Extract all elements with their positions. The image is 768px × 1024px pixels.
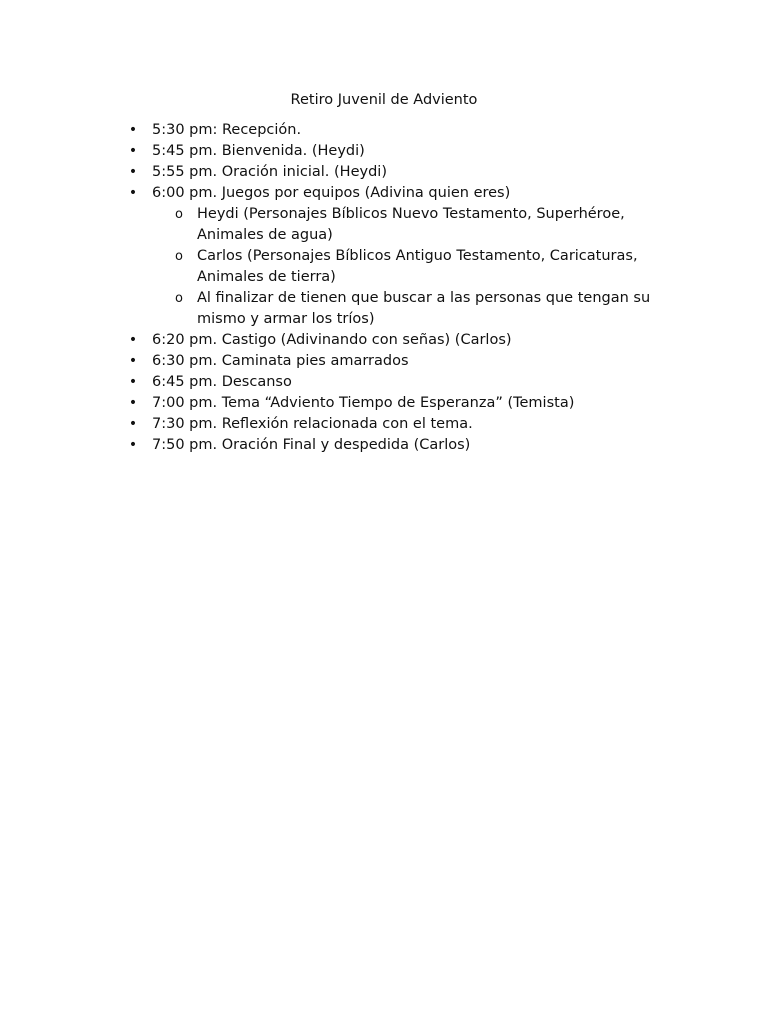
list-item-text: 7:30 pm. Reflexión relacionada con el tema. [152, 416, 473, 432]
document-title: Retiro Juvenil de Adviento [290, 92, 478, 108]
agenda-list [0, 120, 768, 456]
list-item-text: 6:45 pm. Descanso [152, 374, 292, 390]
list-item-text: 6:00 pm. Juegos por equipos (Adivina quien eres) [152, 185, 511, 201]
list-item-text: 5:55 pm. Oración inicial. (Heydi) [152, 164, 387, 180]
sub-list [152, 204, 672, 330]
list-item [0, 120, 672, 141]
sub-list-item-text: Heydi (Personajes Bíblicos Nuevo Testamento, Superhéroe, Animales de agua) [197, 206, 625, 243]
list-item [0, 330, 672, 351]
sub-bullet-icon: o [175, 249, 183, 264]
list-item [0, 351, 672, 372]
bullet-icon: • [128, 164, 138, 180]
sub-list-item [0, 246, 667, 288]
bullet-icon: • [128, 437, 138, 453]
sub-list-item-text: Carlos (Personajes Bíblicos Antiguo Testamento, Caricaturas, Animales de tierra) [197, 248, 638, 285]
list-item [0, 393, 672, 414]
sub-list-item [0, 288, 667, 330]
list-item-text: 6:30 pm. Caminata pies amarrados [152, 353, 409, 369]
list-item [0, 414, 672, 435]
bullet-icon: • [128, 122, 138, 138]
list-item [0, 162, 672, 183]
bullet-icon: • [128, 353, 138, 369]
bullet-icon: • [128, 185, 138, 201]
list-item-text: 5:30 pm: Recepción. [152, 122, 302, 138]
bullet-icon: • [128, 416, 138, 432]
bullet-icon: • [128, 374, 138, 390]
sub-list-item-text: Al finalizar de tienen que buscar a las personas que tengan su mismo y armar los tríos) [197, 290, 651, 327]
list-item [0, 372, 672, 393]
list-item-text: 7:00 pm. Tema “Adviento Tiempo de Esperanza” (Temista) [152, 395, 575, 411]
bullet-icon: • [128, 332, 138, 348]
sub-list-item [0, 204, 667, 246]
sub-bullet-icon: o [175, 207, 183, 222]
list-item [0, 141, 672, 162]
list-item [0, 183, 672, 330]
sub-bullet-icon: o [175, 291, 183, 306]
bullet-icon: • [128, 143, 138, 159]
list-item-text: 7:50 pm. Oración Final y despedida (Carlos) [152, 437, 471, 453]
list-item [0, 435, 672, 456]
bullet-icon: • [128, 395, 138, 411]
list-item-text: 6:20 pm. Castigo (Adivinando con señas) (Carlos) [152, 332, 512, 348]
list-item-text: 5:45 pm. Bienvenida. (Heydi) [152, 143, 365, 159]
